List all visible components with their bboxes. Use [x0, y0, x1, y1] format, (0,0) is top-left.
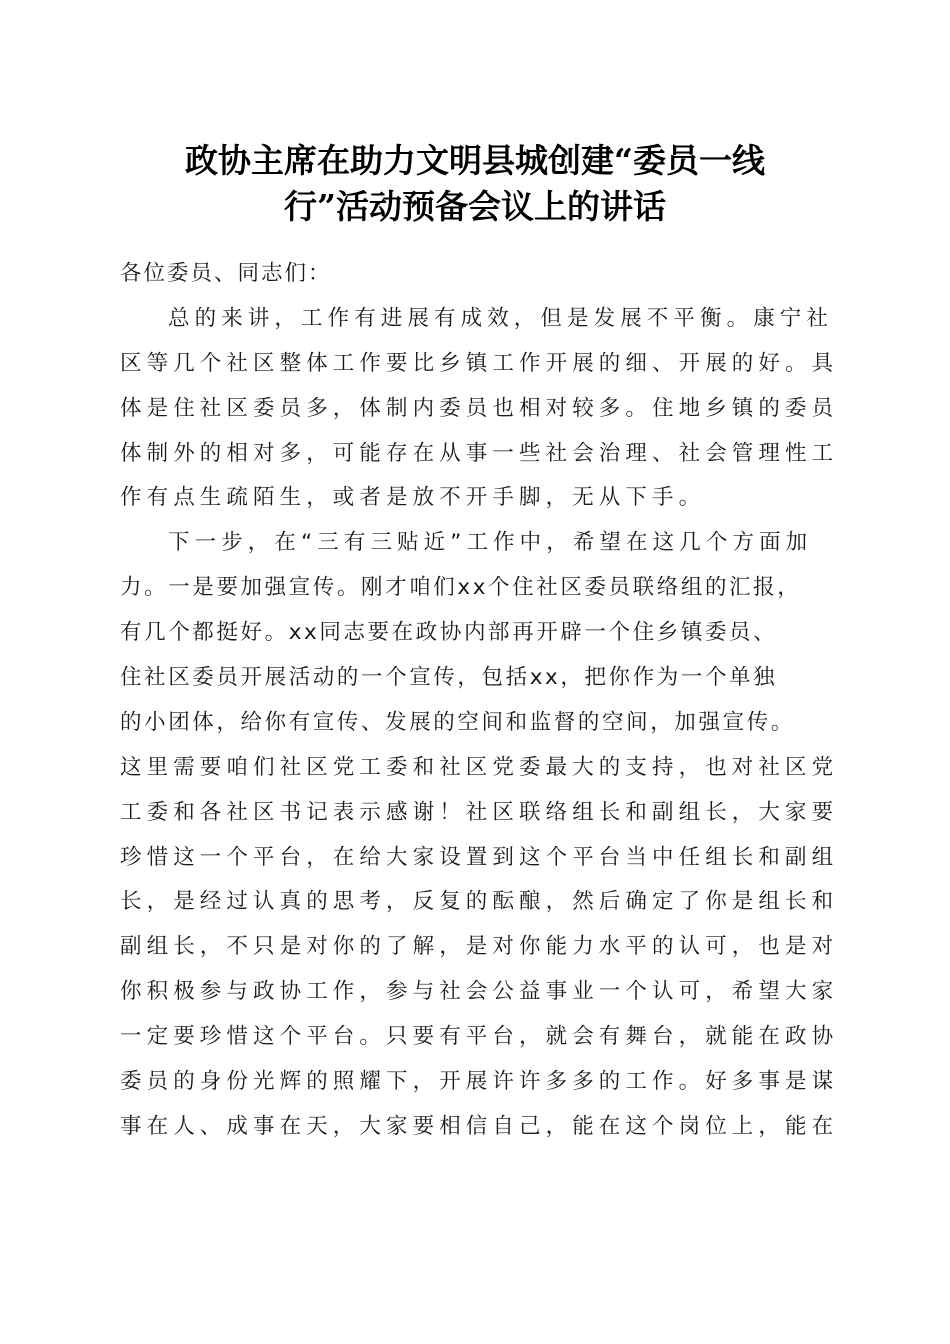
paragraph-line: 长，是经过认真的思考，反复的酝酿，然后确定了你是组长和 — [120, 889, 839, 915]
paragraph-line: 事在人、成事在天，大家要相信自己，能在这个岗位上，能在 — [120, 1113, 839, 1139]
paragraph-line: 住社区委员开展活动的一个宣传，包括xx，把你作为一个单独 — [120, 665, 778, 691]
paragraph-line: 的小团体，给你有宣传、发展的空间和监督的空间，加强宣传。 — [120, 709, 795, 735]
paragraph-line: 力。一是要加强宣传。刚才咱们xx个住社区委员联络组的汇报， — [120, 575, 802, 601]
paragraph-line: 有几个都挺好。xx同志要在政协内部再开辟一个住乡镇委员、 — [120, 620, 778, 646]
paragraph-line: 下一步，在“三有三贴近”工作中，希望在这几个方面加 — [168, 530, 813, 556]
paragraph-1 — [120, 297, 840, 521]
paragraph-2 — [120, 521, 840, 1149]
paragraph-line: 体制外的相对多，可能存在从事一些社会治理、社会管理性工 — [120, 440, 839, 466]
document-title — [0, 138, 950, 230]
paragraph-line: 体是住社区委员多，体制内委员也相对较多。住地乡镇的委员 — [120, 395, 839, 421]
paragraph-line: 珍惜这一个平台，在给大家设置到这个平台当中任组长和副组 — [120, 844, 839, 870]
paragraph-line: 作有点生疏陌生，或者是放不开手脚，无从下手。 — [120, 485, 706, 511]
title-line-2: 行”活动预备会议上的讲话 — [284, 187, 666, 226]
salutation: 各位委员、同志们： — [120, 261, 332, 286]
document-body — [120, 252, 840, 1150]
paragraph-line: 区等几个社区整体工作要比乡镇工作开展的细、开展的好。具 — [120, 350, 839, 376]
paragraph-line: 工委和各社区书记表示感谢！社区联络组长和副组长，大家要 — [120, 799, 839, 825]
paragraph-line: 你积极参与政协工作，参与社会公益事业一个认可，希望大家 — [120, 979, 839, 1005]
title-line-1: 政协主席在助力文明县城创建“委员一线 — [185, 141, 765, 180]
paragraph-line: 总的来讲，工作有进展有成效，但是发展不平衡。康宁社 — [168, 305, 834, 331]
paragraph-line: 这里需要咱们社区党工委和社区党委最大的支持，也对社区党 — [120, 754, 839, 780]
paragraph-line: 副组长，不只是对你的了解，是对你能力水平的认可，也是对 — [120, 934, 839, 960]
paragraph-line: 委员的身份光辉的照耀下，开展许许多多的工作。好多事是谋 — [120, 1069, 839, 1095]
paragraph-line: 一定要珍惜这个平台。只要有平台，就会有舞台，就能在政协 — [120, 1024, 839, 1050]
